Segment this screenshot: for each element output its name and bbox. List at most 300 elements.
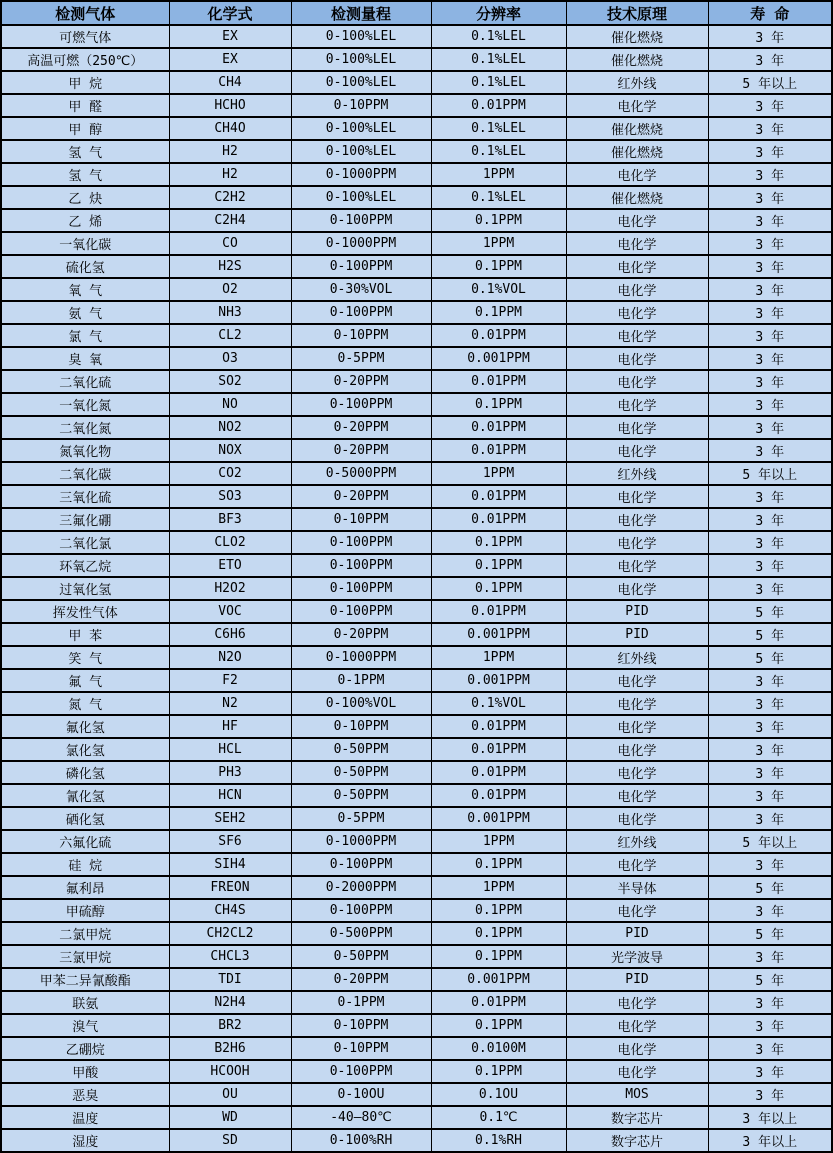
cell-resolution: 0.01PPM [431, 439, 566, 462]
table-row [1, 646, 832, 669]
cell-technology: 电化学 [566, 761, 708, 784]
table-row [1, 232, 832, 255]
cell-technology: 电化学 [566, 1060, 708, 1083]
cell-technology: 数字芯片 [566, 1129, 708, 1152]
cell-technology: 电化学 [566, 784, 708, 807]
column-header-resolution: 分辨率 [431, 1, 566, 25]
table-row [1, 48, 832, 71]
cell-lifespan: 3 年 [708, 301, 832, 324]
cell-detection-range: 0-100PPM [291, 301, 431, 324]
cell-lifespan: 3 年 [708, 807, 832, 830]
table-row [1, 508, 832, 531]
cell-gas-name: 甲酸 [1, 1060, 169, 1083]
cell-lifespan: 3 年 [708, 94, 832, 117]
cell-detection-range: 0-50PPM [291, 784, 431, 807]
table-row [1, 531, 832, 554]
cell-resolution: 0.1OU [431, 1083, 566, 1106]
cell-detection-range: 0-10OU [291, 1083, 431, 1106]
cell-gas-name: 二氧化硫 [1, 370, 169, 393]
cell-gas-name: 氯化氢 [1, 738, 169, 761]
cell-technology: 电化学 [566, 278, 708, 301]
cell-detection-range: 0-10PPM [291, 94, 431, 117]
cell-chemical-formula: HCOOH [169, 1060, 291, 1083]
table-row [1, 324, 832, 347]
cell-technology: 电化学 [566, 1014, 708, 1037]
table-row [1, 669, 832, 692]
cell-resolution: 0.1%VOL [431, 278, 566, 301]
table-row [1, 853, 832, 876]
cell-detection-range: 0-5000PPM [291, 462, 431, 485]
table-row [1, 784, 832, 807]
cell-resolution: 0.01PPM [431, 991, 566, 1014]
cell-technology: 电化学 [566, 899, 708, 922]
cell-lifespan: 3 年 [708, 140, 832, 163]
cell-resolution: 0.1PPM [431, 1014, 566, 1037]
cell-lifespan: 3 年 [708, 669, 832, 692]
cell-technology: 催化燃烧 [566, 186, 708, 209]
cell-chemical-formula: EX [169, 25, 291, 48]
cell-detection-range: 0-100%LEL [291, 117, 431, 140]
cell-technology: 电化学 [566, 853, 708, 876]
cell-resolution: 1PPM [431, 462, 566, 485]
cell-lifespan: 3 年 [708, 393, 832, 416]
cell-lifespan: 5 年 [708, 646, 832, 669]
cell-chemical-formula: VOC [169, 600, 291, 623]
cell-chemical-formula: CL2 [169, 324, 291, 347]
cell-gas-name: 笑 气 [1, 646, 169, 669]
cell-chemical-formula: H2 [169, 163, 291, 186]
cell-gas-name: 环氧乙烷 [1, 554, 169, 577]
cell-chemical-formula: CHCL3 [169, 945, 291, 968]
cell-gas-name: 二氧化氮 [1, 416, 169, 439]
cell-lifespan: 3 年 [708, 209, 832, 232]
cell-gas-name: 可燃气体 [1, 25, 169, 48]
table-row [1, 830, 832, 853]
cell-gas-name: 氮氧化物 [1, 439, 169, 462]
table-row [1, 577, 832, 600]
cell-gas-name: 氢 气 [1, 163, 169, 186]
cell-detection-range: 0-100PPM [291, 209, 431, 232]
cell-gas-name: 氰化氢 [1, 784, 169, 807]
cell-resolution: 0.001PPM [431, 669, 566, 692]
cell-detection-range: 0-500PPM [291, 922, 431, 945]
cell-chemical-formula: NO2 [169, 416, 291, 439]
cell-chemical-formula: C2H4 [169, 209, 291, 232]
cell-lifespan: 3 年 [708, 485, 832, 508]
cell-lifespan: 3 年 [708, 1083, 832, 1106]
cell-resolution: 0.001PPM [431, 623, 566, 646]
cell-technology: PID [566, 600, 708, 623]
column-header-lifespan: 寿 命 [708, 1, 832, 25]
cell-resolution: 0.1%LEL [431, 25, 566, 48]
cell-chemical-formula: N2O [169, 646, 291, 669]
cell-technology: 电化学 [566, 439, 708, 462]
cell-resolution: 0.01PPM [431, 715, 566, 738]
cell-lifespan: 3 年 [708, 577, 832, 600]
cell-gas-name: 过氧化氢 [1, 577, 169, 600]
cell-chemical-formula: HCN [169, 784, 291, 807]
cell-gas-name: 二氯甲烷 [1, 922, 169, 945]
table-row [1, 301, 832, 324]
cell-chemical-formula: SEH2 [169, 807, 291, 830]
cell-technology: 电化学 [566, 324, 708, 347]
cell-lifespan: 3 年 [708, 48, 832, 71]
cell-lifespan: 3 年 [708, 186, 832, 209]
cell-lifespan: 3 年 [708, 163, 832, 186]
cell-resolution: 0.1PPM [431, 1060, 566, 1083]
table-row [1, 738, 832, 761]
cell-detection-range: 0-100PPM [291, 1060, 431, 1083]
cell-resolution: 0.1℃ [431, 1106, 566, 1129]
cell-chemical-formula: O2 [169, 278, 291, 301]
cell-gas-name: 甲硫醇 [1, 899, 169, 922]
cell-lifespan: 3 年 [708, 554, 832, 577]
column-header-detection-range: 检测量程 [291, 1, 431, 25]
cell-gas-name: 甲 醛 [1, 94, 169, 117]
cell-lifespan: 3 年 [708, 370, 832, 393]
table-row [1, 186, 832, 209]
cell-lifespan: 3 年 [708, 255, 832, 278]
cell-lifespan: 3 年 [708, 899, 832, 922]
cell-gas-name: 恶臭 [1, 1083, 169, 1106]
cell-resolution: 0.01PPM [431, 370, 566, 393]
table-row [1, 485, 832, 508]
cell-chemical-formula: CO [169, 232, 291, 255]
cell-technology: 电化学 [566, 738, 708, 761]
cell-gas-name: 六氟化硫 [1, 830, 169, 853]
cell-gas-name: 三氟化硼 [1, 508, 169, 531]
cell-detection-range: 0-1000PPM [291, 163, 431, 186]
cell-resolution: 0.1%LEL [431, 186, 566, 209]
cell-chemical-formula: SIH4 [169, 853, 291, 876]
cell-technology: 电化学 [566, 577, 708, 600]
cell-lifespan: 5 年 [708, 876, 832, 899]
cell-gas-name: 氧 气 [1, 278, 169, 301]
cell-resolution: 0.01PPM [431, 738, 566, 761]
cell-detection-range: 0-100PPM [291, 531, 431, 554]
cell-gas-name: 乙 炔 [1, 186, 169, 209]
cell-detection-range: 0-100%LEL [291, 25, 431, 48]
cell-gas-name: 甲 醇 [1, 117, 169, 140]
cell-lifespan: 3 年 [708, 784, 832, 807]
cell-lifespan: 5 年 [708, 623, 832, 646]
cell-detection-range: -40—80℃ [291, 1106, 431, 1129]
cell-gas-name: 甲苯二异氰酸酯 [1, 968, 169, 991]
cell-technology: 红外线 [566, 462, 708, 485]
cell-lifespan: 3 年 [708, 439, 832, 462]
cell-detection-range: 0-100%LEL [291, 48, 431, 71]
cell-gas-name: 一氧化氮 [1, 393, 169, 416]
column-header-chemical-formula: 化学式 [169, 1, 291, 25]
table-row [1, 439, 832, 462]
cell-technology: 电化学 [566, 807, 708, 830]
table-row [1, 715, 832, 738]
cell-detection-range: 0-20PPM [291, 416, 431, 439]
table-row [1, 140, 832, 163]
table-row [1, 71, 832, 94]
table-row [1, 623, 832, 646]
cell-technology: 半导体 [566, 876, 708, 899]
cell-gas-name: 氟利昂 [1, 876, 169, 899]
cell-technology: 电化学 [566, 669, 708, 692]
cell-resolution: 0.001PPM [431, 347, 566, 370]
cell-resolution: 0.1PPM [431, 531, 566, 554]
cell-detection-range: 0-20PPM [291, 623, 431, 646]
cell-resolution: 0.01PPM [431, 600, 566, 623]
cell-detection-range: 0-100%RH [291, 1129, 431, 1152]
cell-gas-name: 甲 苯 [1, 623, 169, 646]
cell-resolution: 1PPM [431, 830, 566, 853]
cell-technology: 催化燃烧 [566, 140, 708, 163]
cell-chemical-formula: EX [169, 48, 291, 71]
cell-gas-name: 甲 烷 [1, 71, 169, 94]
cell-chemical-formula: NOX [169, 439, 291, 462]
cell-chemical-formula: CH4O [169, 117, 291, 140]
cell-lifespan: 5 年以上 [708, 830, 832, 853]
table-row [1, 1106, 832, 1129]
cell-gas-name: 乙 烯 [1, 209, 169, 232]
cell-technology: 电化学 [566, 393, 708, 416]
cell-gas-name: 高温可燃（250℃） [1, 48, 169, 71]
cell-resolution: 0.1PPM [431, 899, 566, 922]
cell-lifespan: 3 年 [708, 853, 832, 876]
table-row [1, 876, 832, 899]
cell-detection-range: 0-20PPM [291, 439, 431, 462]
table-header [1, 1, 832, 25]
cell-technology: 数字芯片 [566, 1106, 708, 1129]
cell-gas-name: 氢 气 [1, 140, 169, 163]
cell-detection-range: 0-20PPM [291, 485, 431, 508]
table-row [1, 1037, 832, 1060]
cell-technology: 电化学 [566, 347, 708, 370]
cell-detection-range: 0-50PPM [291, 761, 431, 784]
table-row [1, 761, 832, 784]
cell-technology: 电化学 [566, 209, 708, 232]
cell-technology: 电化学 [566, 692, 708, 715]
cell-gas-name: 二氧化碳 [1, 462, 169, 485]
cell-technology: 电化学 [566, 508, 708, 531]
cell-technology: PID [566, 623, 708, 646]
cell-detection-range: 0-50PPM [291, 738, 431, 761]
cell-technology: 电化学 [566, 370, 708, 393]
cell-resolution: 0.1%LEL [431, 117, 566, 140]
table-row [1, 692, 832, 715]
cell-gas-name: 臭 氧 [1, 347, 169, 370]
column-header-technology: 技术原理 [566, 1, 708, 25]
cell-detection-range: 0-1PPM [291, 991, 431, 1014]
cell-chemical-formula: SF6 [169, 830, 291, 853]
cell-detection-range: 0-100PPM [291, 255, 431, 278]
cell-chemical-formula: B2H6 [169, 1037, 291, 1060]
cell-chemical-formula: SO3 [169, 485, 291, 508]
cell-lifespan: 3 年 [708, 117, 832, 140]
cell-technology: 电化学 [566, 94, 708, 117]
cell-chemical-formula: CH4 [169, 71, 291, 94]
cell-resolution: 0.1PPM [431, 301, 566, 324]
cell-technology: 电化学 [566, 416, 708, 439]
cell-chemical-formula: H2 [169, 140, 291, 163]
cell-chemical-formula: NO [169, 393, 291, 416]
cell-gas-name: 硫化氢 [1, 255, 169, 278]
cell-technology: 红外线 [566, 646, 708, 669]
cell-chemical-formula: H2S [169, 255, 291, 278]
cell-lifespan: 3 年 [708, 945, 832, 968]
cell-technology: PID [566, 922, 708, 945]
cell-chemical-formula: BF3 [169, 508, 291, 531]
cell-resolution: 0.0100M [431, 1037, 566, 1060]
table-row [1, 163, 832, 186]
cell-detection-range: 0-20PPM [291, 968, 431, 991]
cell-technology: 电化学 [566, 485, 708, 508]
header-row [1, 1, 832, 25]
table-row [1, 899, 832, 922]
cell-resolution: 0.001PPM [431, 807, 566, 830]
cell-technology: 光学波导 [566, 945, 708, 968]
cell-gas-name: 联氨 [1, 991, 169, 1014]
cell-detection-range: 0-1000PPM [291, 830, 431, 853]
cell-lifespan: 3 年 [708, 738, 832, 761]
cell-chemical-formula: N2H4 [169, 991, 291, 1014]
cell-chemical-formula: NH3 [169, 301, 291, 324]
cell-gas-name: 乙硼烷 [1, 1037, 169, 1060]
column-header-gas-name: 检测气体 [1, 1, 169, 25]
cell-detection-range: 0-100PPM [291, 899, 431, 922]
cell-technology: MOS [566, 1083, 708, 1106]
cell-gas-name: 二氧化氯 [1, 531, 169, 554]
cell-lifespan: 5 年 [708, 922, 832, 945]
cell-lifespan: 3 年 [708, 1014, 832, 1037]
cell-resolution: 0.1PPM [431, 945, 566, 968]
cell-detection-range: 0-2000PPM [291, 876, 431, 899]
table-row [1, 255, 832, 278]
cell-gas-name: 氟 气 [1, 669, 169, 692]
cell-lifespan: 3 年 [708, 347, 832, 370]
cell-detection-range: 0-100PPM [291, 600, 431, 623]
table-row [1, 968, 832, 991]
cell-gas-name: 三氯甲烷 [1, 945, 169, 968]
cell-resolution: 0.1PPM [431, 255, 566, 278]
cell-technology: 催化燃烧 [566, 117, 708, 140]
cell-resolution: 0.1PPM [431, 577, 566, 600]
cell-technology: 电化学 [566, 554, 708, 577]
cell-gas-name: 氯 气 [1, 324, 169, 347]
cell-gas-name: 氟化氢 [1, 715, 169, 738]
cell-detection-range: 0-100PPM [291, 393, 431, 416]
cell-lifespan: 3 年 [708, 324, 832, 347]
cell-gas-name: 硅 烷 [1, 853, 169, 876]
cell-detection-range: 0-10PPM [291, 324, 431, 347]
table-row [1, 393, 832, 416]
cell-detection-range: 0-5PPM [291, 807, 431, 830]
cell-detection-range: 0-1000PPM [291, 646, 431, 669]
cell-detection-range: 0-20PPM [291, 370, 431, 393]
table-row [1, 922, 832, 945]
cell-detection-range: 0-100PPM [291, 554, 431, 577]
cell-detection-range: 0-10PPM [291, 1014, 431, 1037]
cell-gas-name: 磷化氢 [1, 761, 169, 784]
cell-detection-range: 0-100%LEL [291, 140, 431, 163]
cell-resolution: 0.1%LEL [431, 140, 566, 163]
table-row [1, 462, 832, 485]
cell-detection-range: 0-30%VOL [291, 278, 431, 301]
cell-gas-name: 一氧化碳 [1, 232, 169, 255]
cell-lifespan: 3 年 [708, 531, 832, 554]
cell-technology: 电化学 [566, 255, 708, 278]
cell-resolution: 0.001PPM [431, 968, 566, 991]
table-row [1, 94, 832, 117]
table-row [1, 945, 832, 968]
cell-chemical-formula: ETO [169, 554, 291, 577]
cell-resolution: 0.1PPM [431, 853, 566, 876]
cell-chemical-formula: BR2 [169, 1014, 291, 1037]
cell-detection-range: 0-10PPM [291, 715, 431, 738]
cell-detection-range: 0-100%VOL [291, 692, 431, 715]
cell-technology: 催化燃烧 [566, 48, 708, 71]
cell-detection-range: 0-100PPM [291, 853, 431, 876]
table-row [1, 600, 832, 623]
cell-gas-name: 硒化氢 [1, 807, 169, 830]
cell-chemical-formula: FREON [169, 876, 291, 899]
cell-chemical-formula: O3 [169, 347, 291, 370]
cell-lifespan: 5 年以上 [708, 462, 832, 485]
cell-gas-name: 氮 气 [1, 692, 169, 715]
cell-chemical-formula: C6H6 [169, 623, 291, 646]
cell-lifespan: 5 年以上 [708, 71, 832, 94]
cell-detection-range: 0-50PPM [291, 945, 431, 968]
cell-detection-range: 0-10PPM [291, 508, 431, 531]
cell-resolution: 0.1PPM [431, 209, 566, 232]
cell-lifespan: 3 年 [708, 715, 832, 738]
cell-lifespan: 3 年 [708, 692, 832, 715]
cell-technology: 红外线 [566, 71, 708, 94]
table-row [1, 991, 832, 1014]
cell-chemical-formula: PH3 [169, 761, 291, 784]
cell-resolution: 1PPM [431, 232, 566, 255]
cell-resolution: 0.01PPM [431, 508, 566, 531]
cell-resolution: 0.1%LEL [431, 48, 566, 71]
table-row [1, 1129, 832, 1152]
cell-detection-range: 0-1000PPM [291, 232, 431, 255]
cell-lifespan: 3 年 [708, 232, 832, 255]
cell-technology: PID [566, 968, 708, 991]
cell-resolution: 0.01PPM [431, 761, 566, 784]
cell-resolution: 0.01PPM [431, 416, 566, 439]
cell-chemical-formula: CLO2 [169, 531, 291, 554]
cell-detection-range: 0-100PPM [291, 577, 431, 600]
cell-chemical-formula: CH4S [169, 899, 291, 922]
cell-chemical-formula: HCHO [169, 94, 291, 117]
cell-resolution: 0.01PPM [431, 784, 566, 807]
cell-resolution: 0.1PPM [431, 922, 566, 945]
table-row [1, 554, 832, 577]
cell-lifespan: 3 年 [708, 278, 832, 301]
cell-technology: 电化学 [566, 531, 708, 554]
cell-chemical-formula: OU [169, 1083, 291, 1106]
cell-chemical-formula: H2O2 [169, 577, 291, 600]
cell-resolution: 0.01PPM [431, 94, 566, 117]
cell-technology: 红外线 [566, 830, 708, 853]
table-body [1, 25, 832, 1152]
cell-chemical-formula: C2H2 [169, 186, 291, 209]
cell-detection-range: 0-100%LEL [291, 71, 431, 94]
cell-technology: 电化学 [566, 1037, 708, 1060]
cell-lifespan: 3 年以上 [708, 1106, 832, 1129]
cell-gas-name: 湿度 [1, 1129, 169, 1152]
cell-lifespan: 3 年 [708, 1037, 832, 1060]
table-row [1, 117, 832, 140]
cell-resolution: 0.01PPM [431, 485, 566, 508]
cell-chemical-formula: F2 [169, 669, 291, 692]
